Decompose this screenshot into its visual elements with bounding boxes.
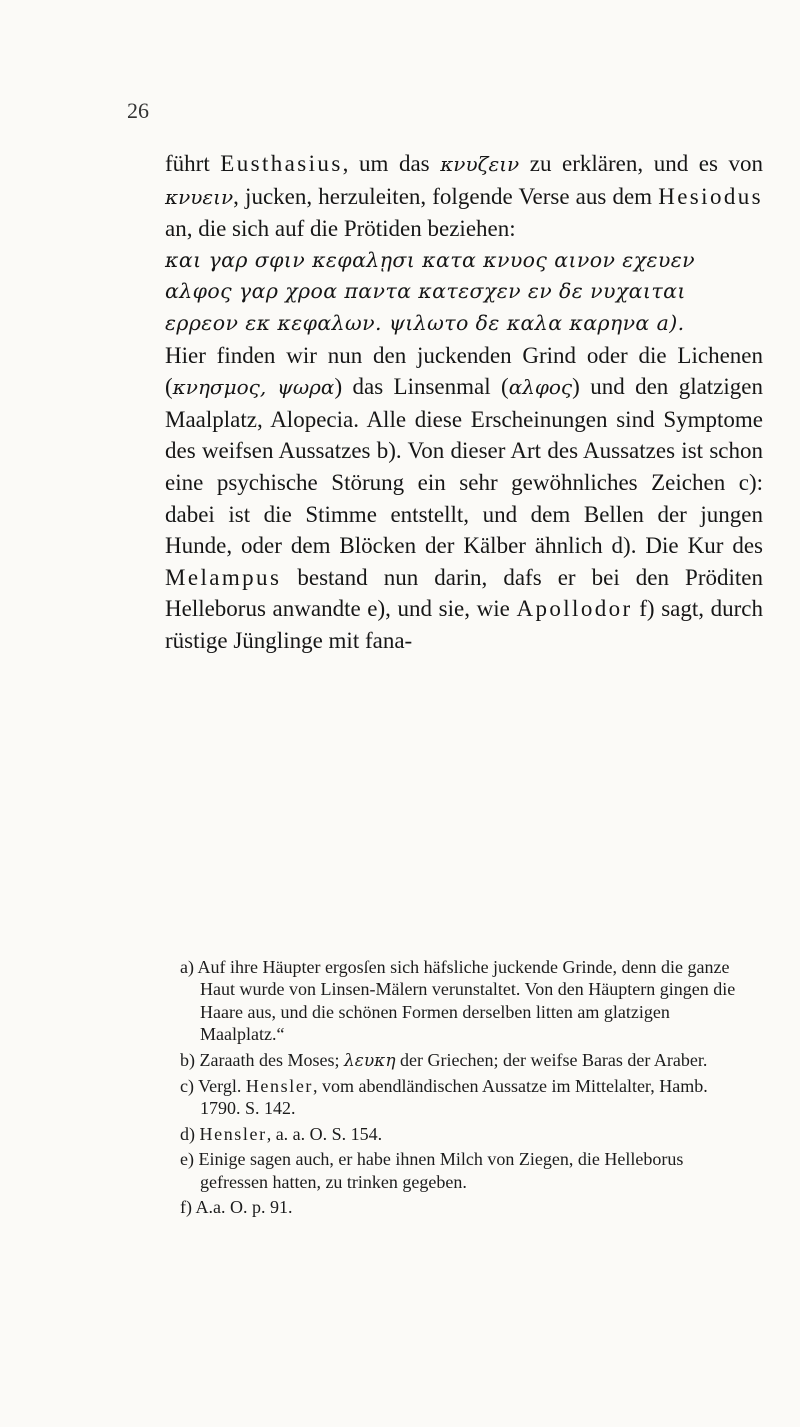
author-name-melampus: Melampus bbox=[165, 564, 282, 590]
footnote-b bbox=[180, 1049, 740, 1072]
page-number: 26 bbox=[127, 98, 149, 123]
text-run: der Griechen; der weifse Baras der Araber. bbox=[395, 1049, 708, 1070]
paragraph-main bbox=[165, 340, 763, 657]
author-name-apollodor: Apollodor bbox=[516, 596, 633, 622]
greek-word: κνησμος, ψωρα bbox=[172, 375, 335, 400]
text-run: Hier finden wir nun den juckenden Grind oder die Lichenen ( bbox=[165, 342, 763, 400]
text-run: , jucken, herzuleiten, folgende Verse aus dem bbox=[233, 183, 659, 209]
author-name-hesiodus: Hesiodus bbox=[658, 183, 763, 209]
text-run: d) bbox=[180, 1123, 200, 1144]
greek-word: κνυειν bbox=[165, 184, 234, 209]
footnotes bbox=[180, 956, 740, 1221]
text-run: ) und den glatzigen Maalplatz, Alopecia. Alle diese Erscheinungen sind Symptome des weifsen Aussatzes b). Von dieser Art des Aussatzes ist schon eine psychische Störung ein sehr gewöhnliches Zeichen c): dabei ist die Stimme entstellt, und dem Bellen der jungen Hunde, oder dem Blöcken der Kälber ähnlich d). Die Kur des bbox=[165, 374, 763, 559]
main-text bbox=[165, 148, 763, 657]
greek-word: λευκη bbox=[343, 1050, 396, 1071]
text-run: führt bbox=[165, 151, 221, 176]
footnote-a: a) Auf ihre Häupter ergosſen sich häfsliche juckende Grinde, denn die ganze Haut wurde von Linsen-Mälern verunstaltet. Von den Häuptern gingen die Haare aus, und die schönen Formen derselben litten am glatzigen Maalplatz.“ bbox=[180, 957, 736, 1045]
footnote-e: e) Einige sagen auch, er habe ihnen Milch von Ziegen, die Helleborus gefressen hatten, zu trinken gegeben. bbox=[180, 1149, 684, 1192]
footnote-f: f) A.a. O. p. 91. bbox=[180, 1197, 293, 1218]
text-run: zu erklären, und es von bbox=[519, 151, 763, 176]
text-run: , a. a. O. S. 154. bbox=[266, 1123, 383, 1144]
verse-line: αλφος γαρ χροα παντα κατεσχεν εν δε νυχαιται bbox=[165, 279, 686, 304]
text-run: an, die sich auf die Prötiden beziehen: bbox=[165, 216, 516, 242]
verse-line: και γαρ σφιν κεφαλῃσι κατα κνυος αινον εχευεν bbox=[165, 247, 696, 272]
text-run: bestand nun darin, dafs er bei den Pröditen Helleborus anwandte e), und sie, wie bbox=[165, 564, 763, 622]
text-run: ) das Linsenmal ( bbox=[334, 374, 509, 400]
text-run: , um das bbox=[342, 151, 441, 176]
author-name-eusthasius: Eusthasius bbox=[220, 151, 343, 176]
text-run: f) sagt, durch rüstige Jünglinge mit fana- bbox=[165, 596, 763, 653]
author-name-hensler: Hensler bbox=[245, 1076, 314, 1097]
verse-line: ερρεον εκ κεφαλων. ψιλωτο δε καλα καρηνα a). bbox=[165, 310, 685, 335]
text-run: c) Vergl. bbox=[180, 1076, 246, 1097]
greek-word: κνυζειν bbox=[440, 152, 520, 176]
greek-verse-block bbox=[165, 245, 763, 340]
paragraph-intro bbox=[165, 148, 763, 245]
footnote-c bbox=[180, 1075, 740, 1120]
author-name-hensler: Hensler bbox=[199, 1123, 267, 1144]
footnote-d bbox=[180, 1123, 740, 1145]
greek-word: αλφος bbox=[508, 375, 573, 400]
text-run: , vom abendländischen Aussatze im Mittelalter, Hamb. 1790. S. 142. bbox=[200, 1076, 708, 1119]
text-run: b) Zaraath des Moses; bbox=[180, 1049, 344, 1070]
